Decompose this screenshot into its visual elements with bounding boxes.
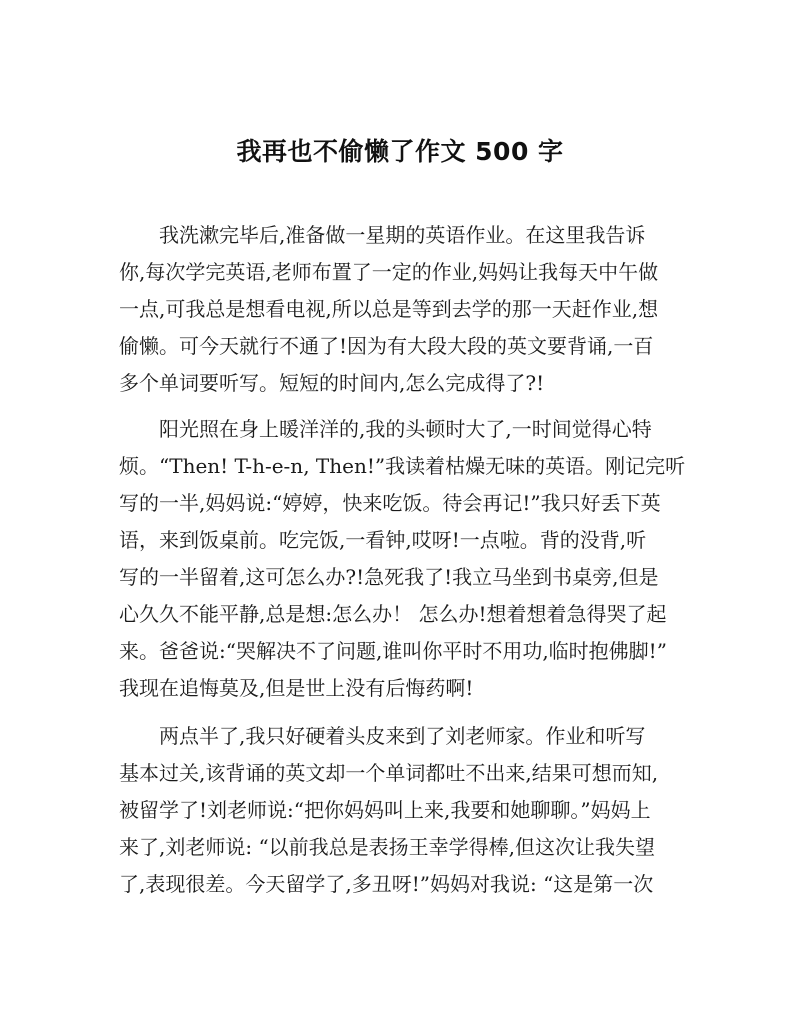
text-line: 来了,刘老师说: “以前我总是表扬王幸学得棒,但这次让我失望 bbox=[119, 835, 656, 859]
text-line: 一点,可我总是想看电视,所以总是等到去学的那一天赶作业,想 bbox=[119, 297, 659, 321]
document-title: 我再也不偷懒了作文 500 字 bbox=[236, 137, 564, 166]
text-line: 多个单词要听写。短短的时间内,怎么完成得了?! bbox=[119, 371, 545, 395]
text-line: 心久久不能平静,总是想:怎么办！ 怎么办!想着想着急得哭了起 bbox=[119, 602, 667, 626]
text-line: 基本过关,该背诵的英文却一个单词都吐不出来,结果可想而知, bbox=[119, 761, 659, 785]
text-line: 你,每次学完英语,老师布置了一定的作业,妈妈让我每天中午做 bbox=[119, 260, 659, 284]
text-line: 两点半了,我只好硬着头皮来到了刘老师家。作业和听写 bbox=[119, 724, 646, 748]
text-line: 写的一半留着,这可怎么办?!急死我了!我立马坐到书桌旁,但是 bbox=[119, 565, 659, 589]
text-line: 被留学了!刘老师说:“把你妈妈叫上来,我要和她聊聊。”妈妈上 bbox=[119, 798, 651, 822]
text-line: 写的一半,妈妈说:“婷婷，快来吃饭。待会再记!”我只好丢下英 bbox=[119, 491, 661, 515]
text-line: 阳光照在身上暖洋洋的,我的头顿时大了,一时间觉得心特 bbox=[119, 417, 652, 441]
text-line: 我现在追悔莫及,但是世上没有后悔药啊! bbox=[119, 676, 474, 700]
text-line: 我洗漱完毕后,准备做一星期的英语作业。在这里我告诉 bbox=[119, 223, 646, 247]
text-line: 烦。“Then! T-h-e-n, Then!”我读着枯燥无味的英语。刚记完听 bbox=[119, 454, 686, 478]
text-line: 语，来到饭桌前。吃完饭,一看钟,哎呀!一点啦。背的没背,听 bbox=[119, 528, 647, 552]
text-line: 来。爸爸说:“哭解决不了问题,谁叫你平时不用功,临时抱佛脚!” bbox=[119, 639, 667, 663]
text-line: 了,表现很差。今天留学了,多丑呀!”妈妈对我说: “这是第一次 bbox=[119, 872, 654, 896]
text-line: 偷懒。可今天就行不通了!因为有大段大段的英文要背诵,一百 bbox=[119, 334, 654, 358]
